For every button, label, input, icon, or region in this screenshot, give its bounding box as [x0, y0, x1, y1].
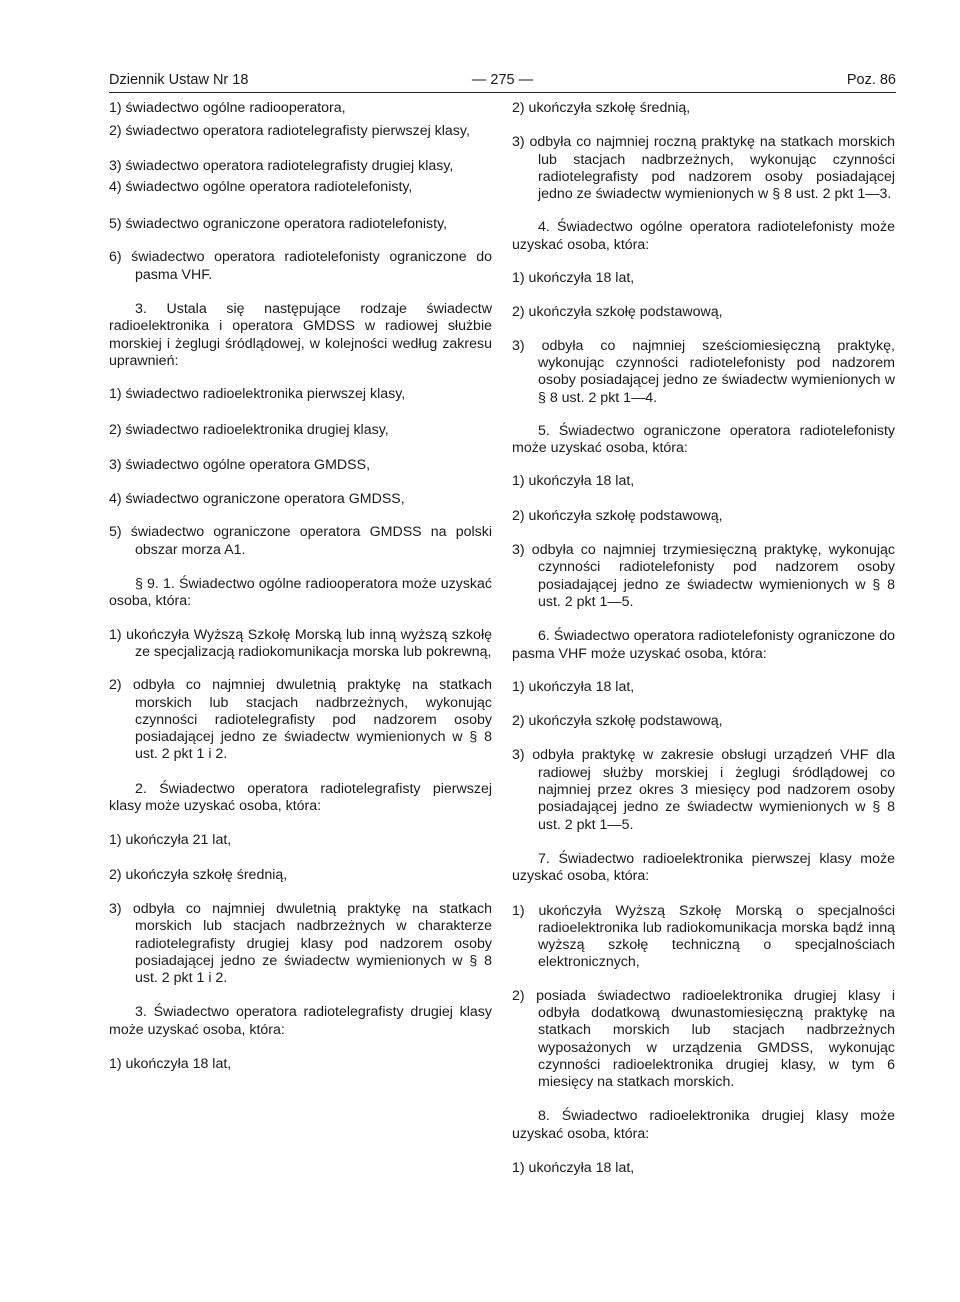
list-item: 2) świadectwo radioelektronika drugiej klasy, — [109, 421, 389, 438]
list-item: 1) świadectwo radioelektronika pierwszej klasy, — [109, 386, 406, 403]
paragraph: 7. Świadectwo radioelektronika pierwszej klasy może uzyskać osoba, która: — [512, 850, 895, 885]
list-item: 5) świadectwo ograniczone operatora GMDSS na polski obszar morza A1. — [109, 524, 492, 558]
paragraph: 6. Świadectwo operatora radiotelefonisty ograniczone do pasma VHF może uzyskać osoba, która: — [512, 628, 895, 662]
list-item: 1) świadectwo ogólne radiooperatora, — [109, 100, 346, 116]
right-column — [512, 100, 895, 1177]
list-item: 3) odbyła co najmniej dwuletnią praktykę na statkach morskich lub stacjach nadbrzeżnych w charakterze radiotelegrafisty drugiej klasy pod nadzorem osoby posiadającej jedno ze świadectw wymienionych w § 8 ust. 2 pkt 1 i 2. — [109, 900, 492, 987]
list-item: 2) ukończyła szkołę podstawową, — [512, 304, 723, 321]
paragraph: § 9. 1. Świadectwo ogólne radiooperatora może uzyskać osoba, która: — [109, 576, 492, 610]
paragraph: 4. Świadectwo ogólne operatora radiotelefonisty może uzyskać osoba, która: — [512, 219, 895, 253]
list-item: 1) ukończyła 18 lat, — [512, 1160, 635, 1177]
page-number: — 275 — — [471, 72, 534, 88]
page-header — [109, 70, 896, 93]
list-item: 4) świadectwo ogólne operatora radiotelefonisty, — [109, 178, 413, 195]
list-item: 1) ukończyła Wyższą Szkołę Morską o specjalności radioelektronika lub radiokomunikacja morska bądź inną wyższą szkołę techniczną o specjalnościach elektronicznych, — [512, 902, 895, 971]
journal-title: Dziennik Ustaw Nr 18 — [109, 72, 249, 88]
list-item: 1) ukończyła Wyższą Szkołę Morską lub inną wyższą szkołę ze specjalizacją radiokomunikacja morska lub pokrewną, — [109, 626, 492, 660]
list-item: 2) ukończyła szkołę podstawową, — [512, 713, 723, 730]
paragraph: 3. Ustala się następujące rodzaje świadectw radioelektronika i operatora GMDSS w radiowej służbie morskiej i żeglugi śródlądowej, w kolejności według zakresu uprawnień: — [109, 301, 492, 369]
paragraph: 3. Świadectwo operatora radiotelegrafisty drugiej klasy może uzyskać osoba, która: — [109, 1004, 492, 1038]
paragraph: 5. Świadectwo ograniczone operatora radiotelefonisty może uzyskać osoba, która: — [512, 422, 895, 457]
list-item: 2) ukończyła szkołę podstawową, — [512, 507, 723, 524]
list-item: 2) odbyła co najmniej dwuletnią praktykę na statkach morskich lub stacjach nadbrzeżnych, wykonując czynności radiotelegrafisty pod nadzorem osoby posiadającej jedno ze świadectw wymienionych w § 8 ust. 2 pkt 1 i 2. — [109, 677, 492, 763]
paragraph: 2. Świadectwo operatora radiotelegrafisty pierwszej klasy może uzyskać osoba, która: — [109, 780, 492, 815]
list-item: 2) posiada świadectwo radioelektronika drugiej klasy i odbyła dodatkową dwunastomiesięczną praktykę na statkach morskich lub stacjach nadbrzeżnych wyposażonych w urządzenia GMDSS, wykonując czynności radioelektronika drugiej klasy, w tym 6 miesięcy na statkach morskich. — [512, 987, 895, 1091]
list-item: 3) odbyła co najmniej sześciomiesięczną praktykę, wykonując czynności radiotelefonisty pod nadzorem osoby posiadającej jedno ze świadectw wymienionych w § 8 ust. 2 pkt 1—4. — [512, 337, 895, 406]
list-item: 3) odbyła praktykę w zakresie obsługi urządzeń VHF dla radiowej służby morskiej i żeglugi śródlądowej co najmniej przez okres 3 miesięcy pod nadzorem osoby posiadającej jedno ze świadectw wymienionych w § 8 ust. 2 pkt 1—5. — [512, 747, 895, 833]
list-item: 1) ukończyła 21 lat, — [109, 832, 232, 849]
list-item: 1) ukończyła 18 lat, — [512, 473, 635, 490]
list-item: 1) ukończyła 18 lat, — [512, 270, 635, 287]
list-item: 2) ukończyła szkołę średnią, — [109, 866, 288, 883]
list-item: 2) ukończyła szkołę średnią, — [512, 100, 691, 116]
list-item: 4) świadectwo ograniczone operatora GMDSS, — [109, 491, 405, 508]
list-item: 1) ukończyła 18 lat, — [512, 678, 635, 695]
list-item: 2) świadectwo operatora radiotelegrafisty pierwszej klasy, — [109, 123, 470, 140]
list-item: 3) odbyła co najmniej roczną praktykę na statkach morskich lub stacjach nadbrzeżnych, wykonując czynności radiotelegrafisty pod nadzorem osoby posiadającej jedno ze świadectw wymienionych w § 8 ust. 2 pkt 1—3. — [512, 134, 895, 203]
list-item: 5) świadectwo ograniczone operatora radiotelefonisty, — [109, 216, 448, 233]
list-item: 3) świadectwo ogólne operatora GMDSS, — [109, 456, 371, 473]
list-item: 6) świadectwo operatora radiotelefonisty ograniczone do pasma VHF. — [109, 249, 492, 283]
left-column — [109, 100, 492, 1073]
list-item: 3) odbyła co najmniej trzymiesięczną praktykę, wykonując czynności radiotelefonisty pod nadzorem osoby posiadającej jedno ze świadectw wymienionych w § 8 ust. 2 pkt 1—5. — [512, 542, 895, 610]
list-item: 3) świadectwo operatora radiotelegrafisty drugiej klasy, — [109, 157, 454, 174]
list-item: 1) ukończyła 18 lat, — [109, 1055, 232, 1072]
position-number: Poz. 86 — [846, 72, 896, 88]
paragraph: 8. Świadectwo radioelektronika drugiej klasy może uzyskać osoba, która: — [512, 1108, 895, 1142]
